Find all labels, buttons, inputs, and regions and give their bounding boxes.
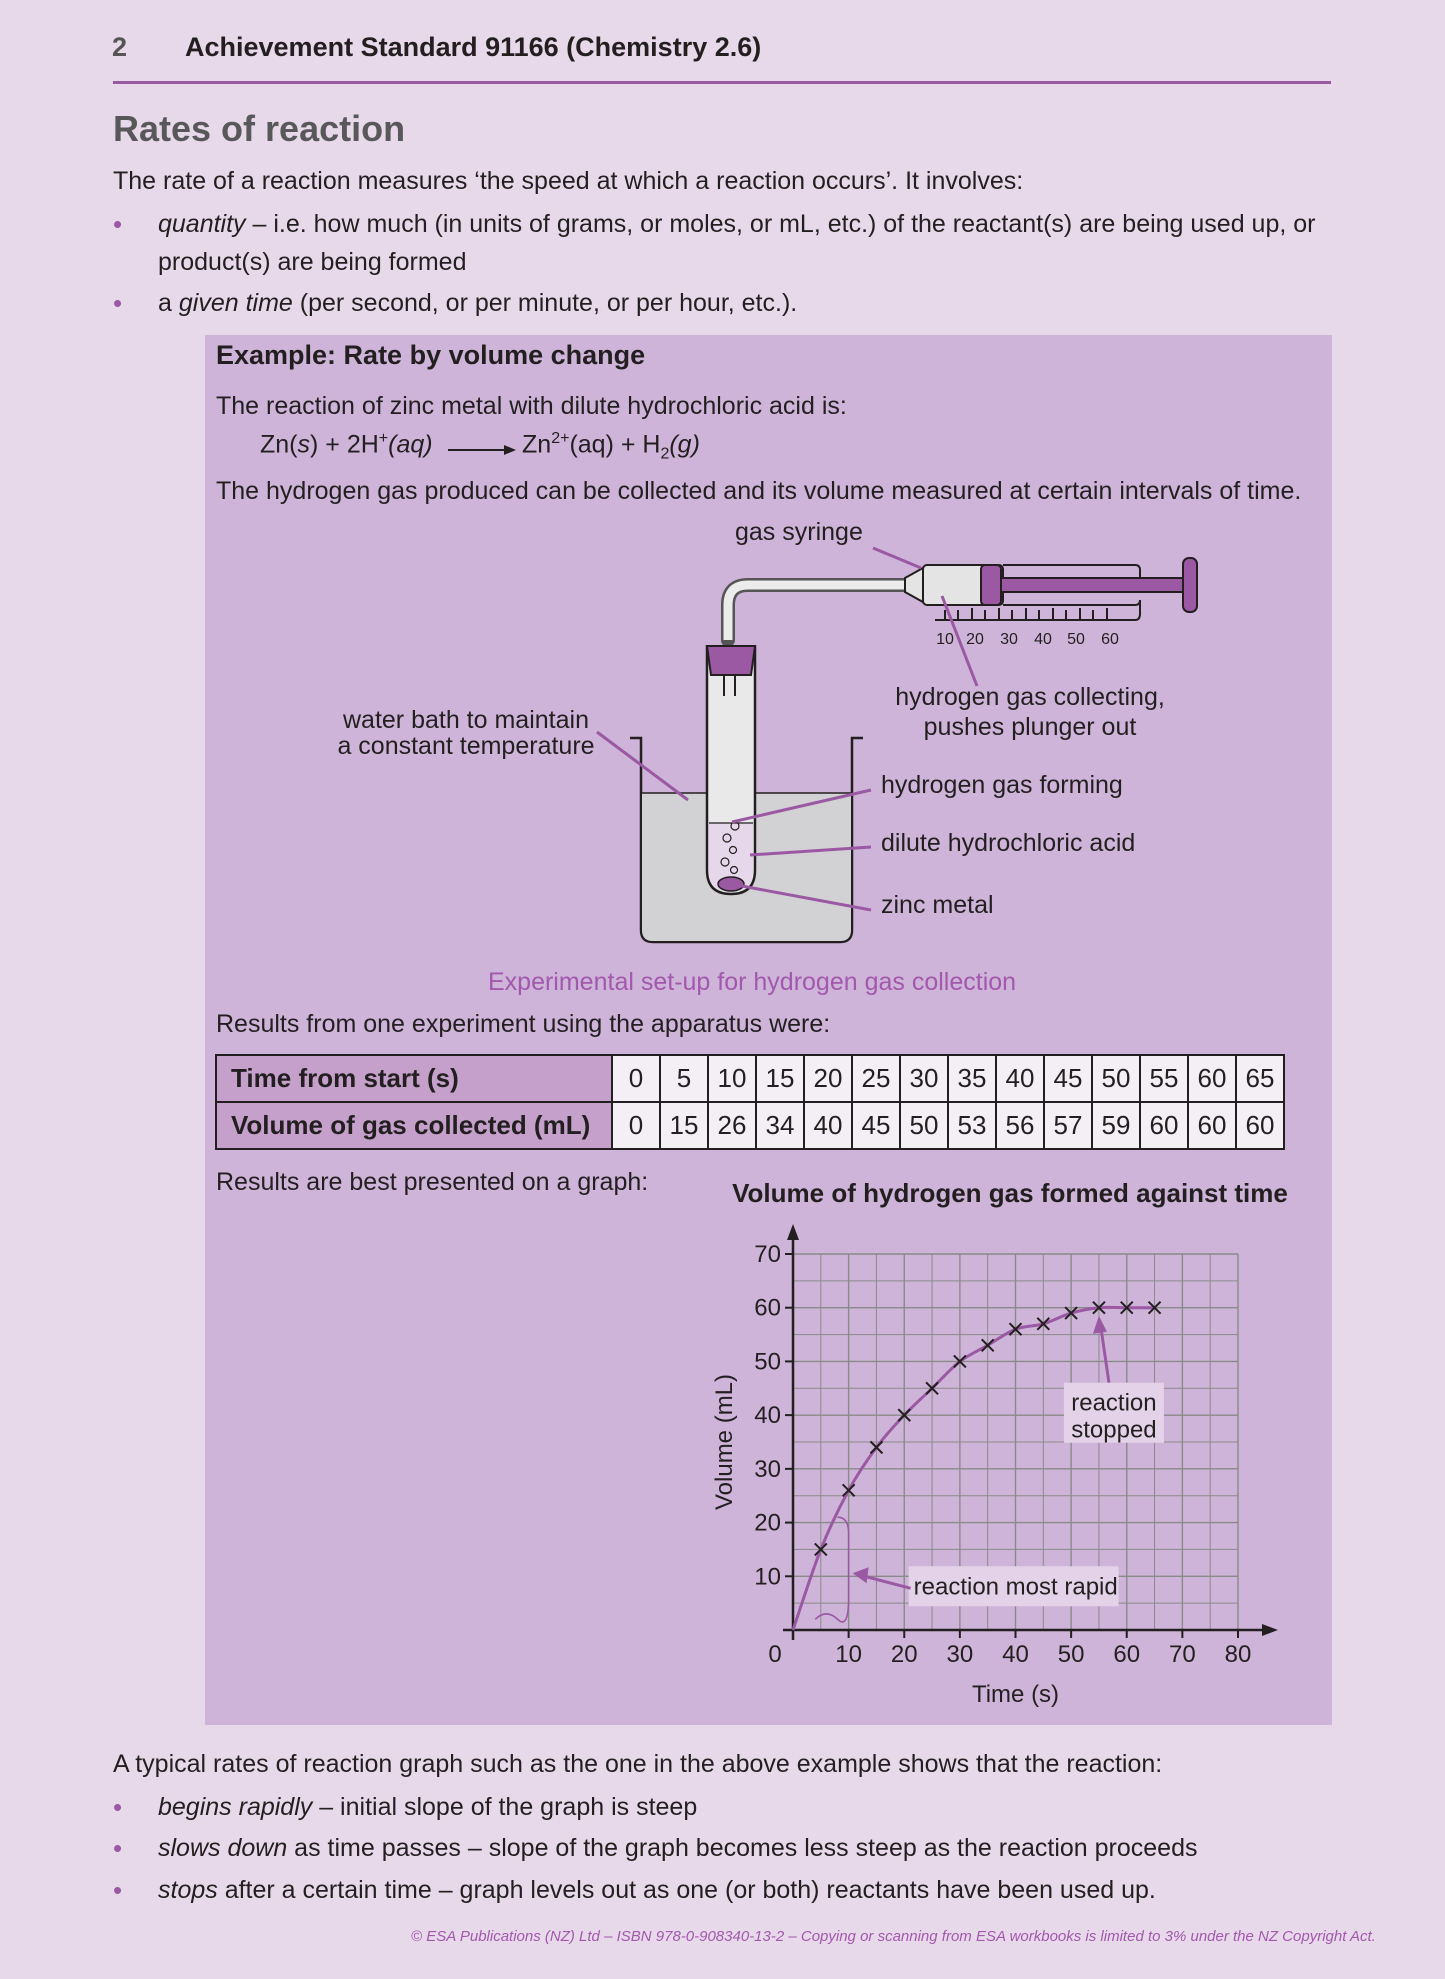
x-tick-label: 70 — [1169, 1641, 1196, 1668]
table-cell: 40 — [996, 1055, 1044, 1102]
conclusion-3-rest: after a certain time – graph levels out as one (or both) reactants have been used up. — [217, 1876, 1156, 1904]
eq-sub2: 2 — [660, 445, 670, 463]
equation-right — [522, 430, 700, 463]
table-cell: 56 — [996, 1102, 1044, 1149]
conclusion-1-em: begins rapidly — [158, 1793, 313, 1821]
scale-60: 60 — [1101, 631, 1119, 648]
eq-aq1: (aq) — [388, 430, 433, 459]
conclusion-intro: A typical rates of reaction graph such as the one in the above example shows that the reaction: — [113, 1750, 1163, 1778]
bullet-time-rest: (per second, or per minute, or per hour, etc.). — [292, 289, 798, 317]
bullet-dot: • — [113, 1792, 123, 1822]
y-tick-label: 60 — [754, 1294, 781, 1322]
label-gas-collecting-2: pushes plunger out — [923, 713, 1137, 741]
bullet-quantity-em: quantity — [158, 210, 246, 238]
equation-left — [260, 430, 433, 459]
table-cell: 10 — [708, 1055, 756, 1102]
table-cell: 60 — [1140, 1102, 1188, 1149]
conclusion-3-em: stops — [158, 1876, 218, 1904]
annotation-stopped-line2: stopped — [1071, 1416, 1157, 1444]
x-tick-label: 60 — [1113, 1641, 1141, 1668]
bullet-quantity — [113, 205, 122, 244]
bullet-dot: • — [113, 288, 123, 318]
conclusion-bullet-1-text — [158, 1788, 697, 1826]
stopper — [707, 646, 755, 675]
y-tick-label: 70 — [754, 1241, 781, 1268]
eq-g: (g) — [669, 430, 700, 459]
conclusion-2-rest: as time passes – slope of the graph becomes less steep as the reaction proceeds — [287, 1834, 1198, 1862]
header-title: Achievement Standard 91166 (Chemistry 2.6) — [185, 32, 762, 62]
example-line2: The hydrogen gas produced can be collected and its volume measured at certain intervals of time. — [216, 477, 1302, 505]
delivery-tube-inner — [728, 585, 910, 640]
table-cell: 40 — [804, 1102, 852, 1149]
intro-text: The rate of a reaction measures ‘the speed at which a reaction occurs’. It involves: — [113, 167, 1024, 195]
table-cell: 60 — [1188, 1102, 1236, 1149]
annotation-stopped-arrowhead — [1093, 1316, 1107, 1334]
y-tick-label: 10 — [754, 1563, 781, 1591]
x-tick-label: 0 — [768, 1641, 782, 1668]
table-cell: 35 — [948, 1055, 996, 1102]
x-tick-label: 20 — [890, 1641, 918, 1668]
example-line1: The reaction of zinc metal with dilute hydrochloric acid is: — [216, 392, 847, 420]
scale-20: 20 — [966, 631, 984, 648]
header-rule — [113, 81, 1331, 84]
bullet-time-text — [158, 284, 797, 322]
chart-title: Volume of hydrogen gas formed against time — [732, 1178, 1288, 1208]
conclusion-bullet-2-text — [158, 1829, 1197, 1867]
page-title: Rates of reaction — [113, 108, 406, 149]
table-cell: 57 — [1044, 1102, 1092, 1149]
bullet-dot: • — [113, 209, 123, 239]
eq-aq2: (aq) + H — [569, 430, 661, 459]
eq-zn2: Zn — [522, 430, 552, 459]
eq-hplus: + — [378, 430, 389, 447]
table-cell: 59 — [1092, 1102, 1140, 1149]
bullet-time — [113, 284, 122, 323]
table-cell: 45 — [1044, 1055, 1092, 1102]
label-gas-forming: hydrogen gas forming — [881, 771, 1123, 799]
reaction-arrow — [446, 440, 518, 460]
bullet-dot: • — [113, 1875, 123, 1905]
table-cell: 55 — [1140, 1055, 1188, 1102]
table-row-volume — [216, 1102, 1284, 1149]
y-tick-label: 40 — [754, 1402, 781, 1430]
volume-time-chart — [690, 1170, 1310, 1710]
table-cell: 50 — [900, 1102, 948, 1149]
x-tick-label: 50 — [1057, 1641, 1085, 1668]
table-header-time: Time from start (s) — [216, 1055, 612, 1102]
annotation-rapid-brace — [815, 1517, 848, 1622]
eq-2h: ) + 2H — [310, 430, 379, 459]
results-table — [215, 1054, 1285, 1150]
syringe-plunger-rod — [1001, 578, 1183, 592]
page-number: 2 — [112, 32, 128, 62]
label-gas-syringe: gas syringe — [735, 518, 863, 546]
table-cell: 53 — [948, 1102, 996, 1149]
table-cell: 25 — [852, 1055, 900, 1102]
chart-xlabel: Time (s) — [971, 1681, 1060, 1708]
eq-s: s — [297, 430, 310, 459]
bullet-time-pre: a — [158, 289, 179, 317]
x-tick-label: 80 — [1224, 1641, 1252, 1668]
table-cell: 60 — [1188, 1055, 1236, 1102]
bullet-quantity-rest: – i.e. how much (in units of grams, or moles, or mL, etc.) of the reactant(s) are being used up, or — [245, 210, 1316, 238]
table-cell: 65 — [1236, 1055, 1284, 1102]
conclusion-1-rest: – initial slope of the graph is steep — [312, 1793, 698, 1821]
scale-10: 10 — [936, 631, 954, 648]
delivery-tube — [728, 585, 910, 640]
table-cell: 5 — [660, 1055, 708, 1102]
table-cell: 15 — [756, 1055, 804, 1102]
eq-zn: Zn( — [260, 430, 298, 459]
table-cell: 0 — [612, 1055, 660, 1102]
x-axis-arrow — [1262, 1624, 1278, 1636]
y-tick-label: 30 — [754, 1455, 781, 1483]
table-cell: 26 — [708, 1102, 756, 1149]
conclusion-2-em: slows down — [158, 1834, 288, 1862]
syringe-plunger-head — [981, 565, 1001, 605]
bullet-quantity-text — [158, 205, 1338, 243]
syringe-plunger-handle — [1183, 558, 1197, 612]
conclusion-bullet-2 — [113, 1829, 122, 1868]
conclusion-bullet-3-text — [158, 1871, 1156, 1909]
chart-ylabel: Volume (mL) — [711, 1373, 738, 1511]
example-title: Example: Rate by volume change — [216, 340, 646, 370]
table-cell: 45 — [852, 1102, 900, 1149]
diagram-caption: Experimental set-up for hydrogen gas collection — [488, 968, 1017, 996]
syringe-scale-ticks — [945, 608, 1107, 620]
annotation-stopped-line1: reaction — [1071, 1389, 1157, 1417]
x-tick-label: 10 — [835, 1641, 862, 1668]
table-cell: 34 — [756, 1102, 804, 1149]
graph-intro: Results are best presented on a graph: — [216, 1168, 649, 1196]
table-row-time — [216, 1055, 1284, 1102]
annotation-stopped-arrow-line — [1101, 1328, 1109, 1383]
bullet-dot: • — [113, 1833, 123, 1863]
x-tick-label: 30 — [946, 1641, 974, 1668]
y-tick-label: 20 — [754, 1509, 781, 1537]
table-header-volume: Volume of gas collected (mL) — [216, 1102, 612, 1149]
footer-copyright: © ESA Publications (NZ) Ltd – ISBN 978-0-908340-13-2 – Copying or scanning from ESA workbooks is limited to 3% under the NZ Copyright Act. — [411, 1928, 1376, 1945]
y-tick-label: 50 — [754, 1348, 781, 1376]
x-tick-label: 40 — [1002, 1641, 1029, 1668]
y-axis-arrow — [787, 1224, 799, 1240]
scale-40: 40 — [1034, 631, 1052, 648]
eq-charge: 2+ — [551, 430, 570, 447]
bullet-quantity-cont: product(s) are being formed — [158, 248, 467, 276]
label-zinc: zinc metal — [881, 891, 994, 919]
label-acid: dilute hydrochloric acid — [881, 829, 1136, 857]
conclusion-bullet-3 — [113, 1871, 122, 1910]
table-cell: 60 — [1236, 1102, 1284, 1149]
conclusion-bullet-1 — [113, 1788, 122, 1827]
scale-50: 50 — [1067, 631, 1085, 648]
annotation-rapid-arrowhead — [853, 1567, 869, 1583]
label-water-bath-1: water bath to maintain — [343, 706, 589, 734]
table-cell: 50 — [1092, 1055, 1140, 1102]
scale-30: 30 — [1000, 631, 1018, 648]
results-intro: Results from one experiment using the apparatus were: — [216, 1010, 831, 1038]
table-cell: 20 — [804, 1055, 852, 1102]
table-cell: 0 — [612, 1102, 660, 1149]
label-gas-collecting-1: hydrogen gas collecting, — [895, 683, 1165, 711]
table-cell: 15 — [660, 1102, 708, 1149]
label-water-bath-2: a constant temperature — [337, 732, 595, 760]
annotation-rapid-text: reaction most rapid — [913, 1573, 1118, 1601]
syringe-nozzle — [905, 568, 923, 602]
bullet-time-em: given time — [178, 289, 293, 317]
table-cell: 30 — [900, 1055, 948, 1102]
